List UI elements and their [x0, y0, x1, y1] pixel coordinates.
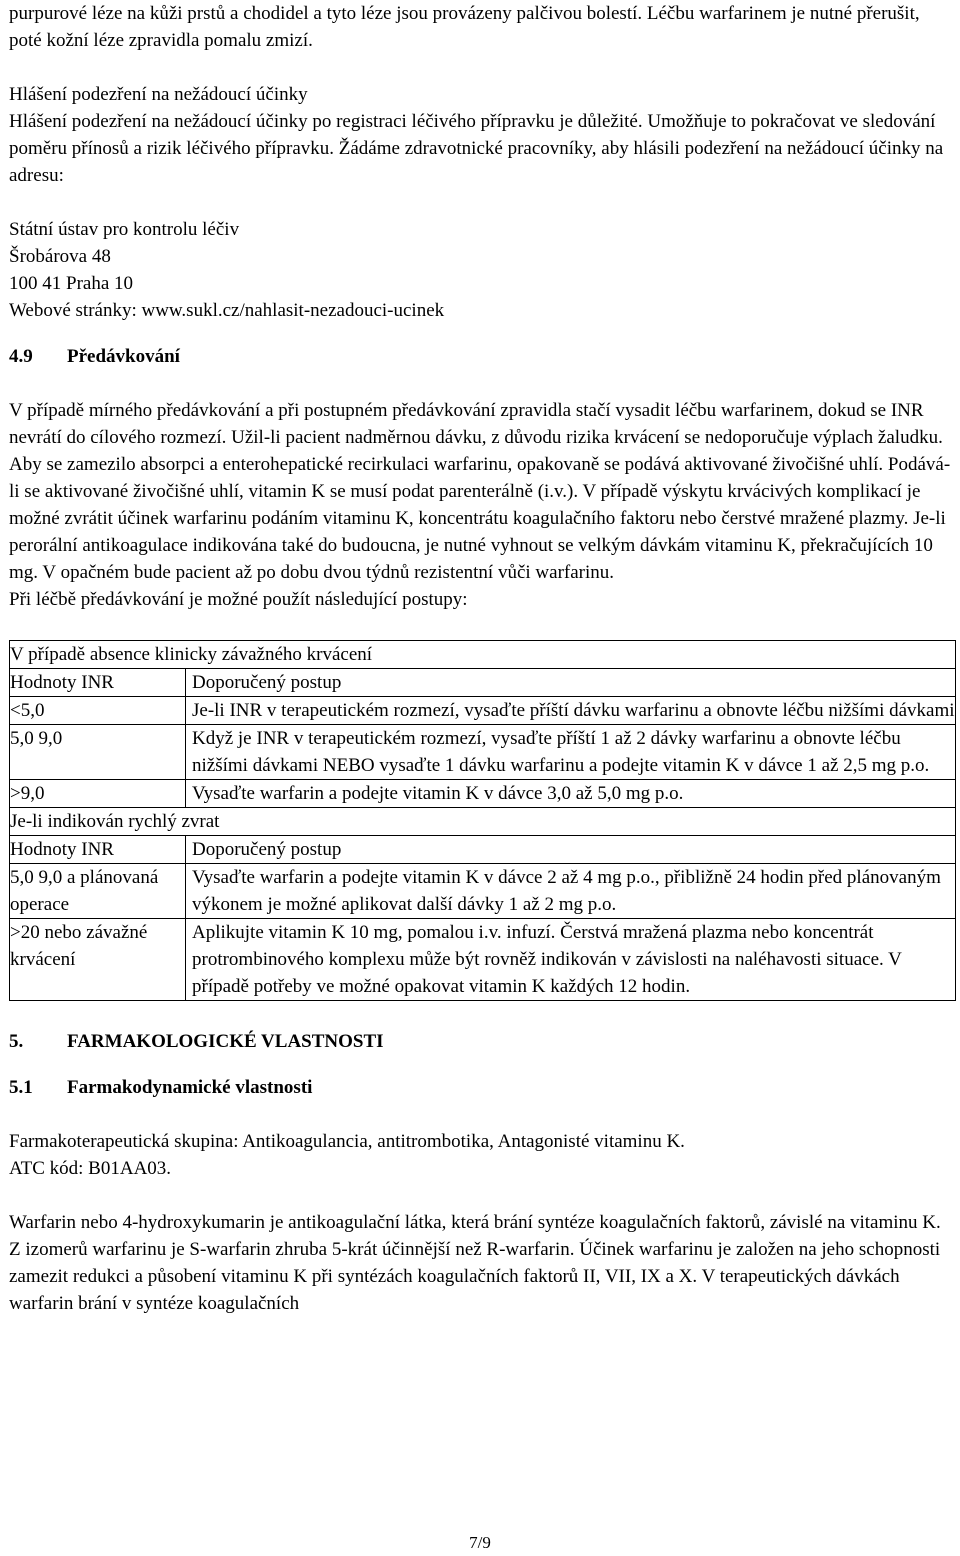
table-header-row	[10, 669, 956, 697]
column-header-action: Doporučený postup	[186, 669, 956, 697]
inr-table	[9, 640, 956, 1001]
section-number: 4.9	[9, 346, 33, 367]
section-5-1-heading	[9, 1074, 954, 1101]
atc-code: ATC kód: B01AA03.	[9, 1158, 172, 1179]
mechanism-paragraph: Warfarin nebo 4-hydroxykumarin je antikoagulační látka, která brání syntéze koagulačních faktorů, závislé na vitaminu K. Z izomerů warfarinu je S-warfarin zhruba 5-krát účinnější než R-warfarin. Účinek warfarinu je založen na jeho schopnosti zamezit redukci a působení vitaminu K při syntézách koagulačních faktorů II, VII, IX a X. V terapeutických dávkách warfarin brání v syntéze koagulačních	[9, 1212, 941, 1314]
table-row	[10, 780, 956, 808]
section-title: Farmakodynamické vlastnosti	[67, 1077, 313, 1098]
section-5-heading	[9, 1028, 954, 1055]
section-number: 5.	[9, 1031, 24, 1052]
address-block	[9, 216, 954, 324]
section-title: FARMAKOLOGICKÉ VLASTNOSTI	[67, 1031, 384, 1052]
recommended-action: Když je INR v terapeutickém rozmezí, vysaďte příští 1 až 2 dávky warfarinu a obnovte léčbu nižšími dávkami NEBO vysaďte 1 dávku warfarinu a podejte vitamin K v dávce 1 až 2,5 mg p.o.	[186, 725, 956, 780]
column-header-action: Doporučený postup	[186, 836, 956, 864]
group-title: Je-li indikován rychlý zvrat	[10, 808, 956, 836]
inr-value: 5,0 9,0 a plánovaná operace	[10, 864, 186, 919]
table-header-row	[10, 836, 956, 864]
section-4-9-heading	[9, 343, 954, 370]
table-group-title-row	[10, 808, 956, 836]
pharmaco-group: Farmakoterapeutická skupina: Antikoagulancia, antitrombotika, Antagonisté vitaminu K.	[9, 1131, 685, 1152]
column-header-inr: Hodnoty INR	[10, 836, 186, 864]
table-row	[10, 725, 956, 780]
inr-value: <5,0	[10, 697, 186, 725]
address-website[interactable]: Webové stránky: www.sukl.cz/nahlasit-nezadouci-ucinek	[9, 300, 445, 321]
intro-paragraph: purpurové léze na kůži prstů a chodidel a tyto léze jsou provázeny palčivou bolestí. Léčbu warfarinem je nutné přerušit, poté kožní léze zpravidla pomalu zmizí.	[9, 3, 920, 51]
address-line: Státní ústav pro kontrolu léčiv	[9, 219, 240, 240]
table-intro: Při léčbě předávkování je možné použít následující postupy:	[9, 589, 468, 610]
table-row	[10, 697, 956, 725]
document-page	[9, 0, 954, 1317]
reporting-body: Hlášení podezření na nežádoucí účinky po registraci léčivého přípravku je důležité. Umožňuje to pokračovat ve sledování poměru přínosů a rizik léčivého přípravku. Žádáme zdravotnické pracovníky, aby hlásili podezření na nežádoucí účinky na adresu:	[9, 111, 944, 186]
recommended-action: Vysaďte warfarin a podejte vitamin K v dávce 2 až 4 mg p.o., přibližně 24 hodin před plánovaným výkonem je možné aplikovat další dávky 1 až 2 mg p.o.	[186, 864, 956, 919]
column-header-inr: Hodnoty INR	[10, 669, 186, 697]
table-row	[10, 919, 956, 1001]
overdose-paragraph: V případě mírného předávkování a při postupném předávkování zpravidla stačí vysadit léčbu warfarinem, dokud se INR nevrátí do cílového rozmezí. Užil-li pacient nadměrnou dávku, z důvodu rizika krvácení se nedoporučuje výplach žaludku. Aby se zamezilo absorpci a enterohepatické recirkulaci warfarinu, opakovaně se podává aktivované živočišné uhlí. Podává-li se aktivované živočišné uhlí, vitamin K se musí podat parenterálně (i.v.). V případě výskytu krvácivých komplikací je možné zvrátit účinek warfarinu podáním vitaminu K, koncentrátu koagulačního faktoru nebo čerstvé mražené plazmy. Je-li perorální antikoagulace indikována také do budoucna, je nutné vyhnout se velkým dávkám vitaminu K, překračujících 10 mg. V opačném bude pacient až po dobu dvou týdnů rezistentní vůči warfarinu.	[9, 400, 951, 583]
inr-value: 5,0 9,0	[10, 725, 186, 780]
table-group-title-row	[10, 641, 956, 669]
section-number: 5.1	[9, 1077, 33, 1098]
page-number: 7/9	[469, 1533, 491, 1552]
address-line: Šrobárova 48	[9, 246, 111, 267]
inr-value: >20 nebo závažné krvácení	[10, 919, 186, 1001]
group-title: V případě absence klinicky závažného krvácení	[10, 641, 956, 669]
recommended-action: Je-li INR v terapeutickém rozmezí, vysaďte příští dávku warfarinu a obnovte léčbu nižšími dávkami	[186, 697, 956, 725]
address-line: 100 41 Praha 10	[9, 273, 134, 294]
table-row	[10, 864, 956, 919]
recommended-action: Vysaďte warfarin a podejte vitamin K v dávce 3,0 až 5,0 mg p.o.	[186, 780, 956, 808]
section-title: Předávkování	[67, 346, 180, 367]
recommended-action: Aplikujte vitamin K 10 mg, pomalou i.v. infuzí. Čerstvá mražená plazma nebo koncentrát protrombinového komplexu může být rovněž indikován v závislosti na naléhavosti situace. V případě potřeby ve možné opakovat vitamin K každých 12 hodin.	[186, 919, 956, 1001]
inr-value: >9,0	[10, 780, 186, 808]
reporting-title: Hlášení podezření na nežádoucí účinky	[9, 84, 308, 105]
